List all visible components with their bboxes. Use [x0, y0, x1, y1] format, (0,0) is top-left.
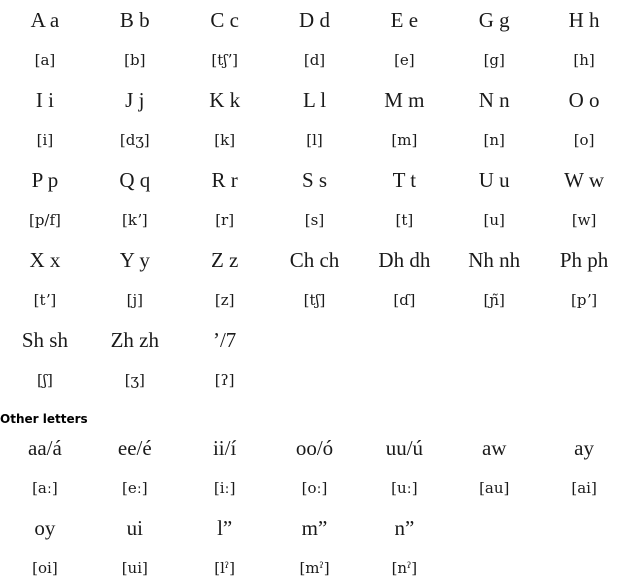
letter-cell: l” — [217, 515, 233, 540]
letter-cell: Ph ph — [559, 247, 609, 272]
ipa-cell: [lˀ] — [214, 559, 235, 577]
ipa-row — [0, 40, 629, 80]
letter-cell: oo/ó — [295, 435, 334, 460]
ipa-cell: [ɲ̃] — [483, 291, 505, 309]
letter-cell: Ch ch — [289, 247, 340, 272]
ipa-cell: [t] — [395, 211, 414, 229]
letter-cell: ii/í — [212, 435, 237, 460]
ipa-cell: [ʃ] — [37, 371, 53, 389]
letter-cell: aw — [481, 435, 507, 460]
letter-cell: Sh sh — [21, 327, 68, 352]
letter-cell: N n — [478, 87, 510, 112]
section-heading: Other letters — [0, 412, 88, 426]
letter-cell: T t — [392, 167, 417, 192]
ipa-cell: [ɗ] — [393, 291, 416, 309]
letter-row — [0, 80, 629, 120]
ipa-cell: [eː] — [121, 479, 148, 497]
letter-cell: H h — [568, 7, 600, 32]
ipa-cell: [z] — [214, 291, 235, 309]
ipa-cell: [tʃʼ] — [211, 51, 238, 69]
letter-cell: I i — [35, 87, 54, 112]
ipa-cell: [o] — [573, 131, 595, 149]
other-letters-table — [0, 428, 629, 588]
letter-cell: Nh nh — [468, 247, 521, 272]
ipa-cell: [ʒ] — [124, 371, 145, 389]
letter-cell: P p — [31, 167, 59, 192]
letter-cell: Dh dh — [378, 247, 431, 272]
ipa-cell: [iː] — [213, 479, 236, 497]
letter-cell: A a — [30, 7, 60, 32]
ipa-cell: [j] — [126, 291, 143, 309]
ipa-cell: [oi] — [32, 559, 58, 577]
letter-cell: Zh zh — [110, 327, 159, 352]
letter-cell: n” — [394, 515, 415, 540]
letter-cell: K k — [209, 87, 241, 112]
letter-row — [0, 240, 629, 280]
ipa-cell: [h] — [573, 51, 595, 69]
ipa-row — [0, 280, 629, 320]
letter-row — [0, 0, 629, 40]
ipa-cell: [mˀ] — [299, 559, 330, 577]
letter-cell: m” — [301, 515, 328, 540]
ipa-cell: [p/f] — [28, 211, 61, 229]
ipa-cell: [i] — [36, 131, 54, 149]
ipa-cell: [uː] — [391, 479, 418, 497]
letter-cell: J j — [125, 87, 145, 112]
ipa-cell: [b] — [124, 51, 146, 69]
letter-cell: D d — [299, 7, 330, 32]
ipa-cell: [ui] — [121, 559, 148, 577]
letter-cell: X x — [29, 247, 61, 272]
letter-cell: Q q — [119, 167, 151, 192]
letter-cell: R r — [211, 167, 238, 192]
ipa-cell: [e] — [394, 51, 415, 69]
ipa-cell: [u] — [483, 211, 505, 229]
letter-cell: oy — [34, 515, 56, 540]
letter-cell: W w — [564, 167, 605, 192]
ipa-cell: [oː] — [301, 479, 328, 497]
letter-cell: U u — [478, 167, 510, 192]
letter-row — [0, 428, 629, 468]
letter-cell: ee/é — [117, 435, 152, 460]
letter-cell: B b — [119, 7, 150, 32]
letter-cell: E e — [390, 7, 419, 32]
ipa-row — [0, 360, 629, 400]
letter-cell: O o — [568, 87, 600, 112]
ipa-cell: [aː] — [32, 479, 58, 497]
letter-row — [0, 160, 629, 200]
ipa-cell: [n] — [483, 131, 505, 149]
letter-cell: ’/7 — [212, 327, 237, 352]
ipa-cell: [ai] — [571, 479, 597, 497]
ipa-cell: [dʒ] — [119, 131, 150, 149]
ipa-cell: [au] — [479, 479, 510, 497]
ipa-cell: [pʼ] — [571, 291, 598, 309]
ipa-cell: [k] — [214, 131, 236, 149]
ipa-cell: [d] — [303, 51, 326, 69]
ipa-row — [0, 468, 629, 508]
letter-row — [0, 508, 629, 548]
letter-cell: Z z — [210, 247, 239, 272]
letter-cell: S s — [301, 167, 328, 192]
letter-cell: Y y — [119, 247, 150, 272]
letter-cell: aa/á — [28, 435, 62, 460]
ipa-cell: [l] — [306, 131, 323, 149]
ipa-cell: [ʔ] — [214, 371, 235, 389]
ipa-cell: [tʃ] — [303, 291, 326, 309]
letter-cell: C c — [210, 7, 239, 32]
ipa-cell: [m] — [391, 131, 418, 149]
ipa-row — [0, 200, 629, 240]
letter-cell: uu/ú — [385, 435, 424, 460]
letter-cell: ui — [126, 515, 143, 540]
letter-row — [0, 320, 629, 360]
ipa-row — [0, 548, 629, 588]
ipa-cell: [kʼ] — [122, 211, 148, 229]
letter-cell: L l — [302, 87, 327, 112]
ipa-row — [0, 120, 629, 160]
letter-cell: ay — [574, 435, 594, 460]
ipa-cell: [nˀ] — [391, 559, 418, 577]
letter-cell: G g — [478, 7, 510, 32]
ipa-cell: [w] — [571, 211, 597, 229]
ipa-cell: [s] — [304, 211, 325, 229]
ipa-cell: [a] — [34, 51, 56, 69]
letter-cell: M m — [384, 87, 425, 112]
ipa-cell: [tʼ] — [33, 291, 57, 309]
ipa-cell: [r] — [215, 211, 235, 229]
ipa-cell: [g] — [483, 51, 505, 69]
